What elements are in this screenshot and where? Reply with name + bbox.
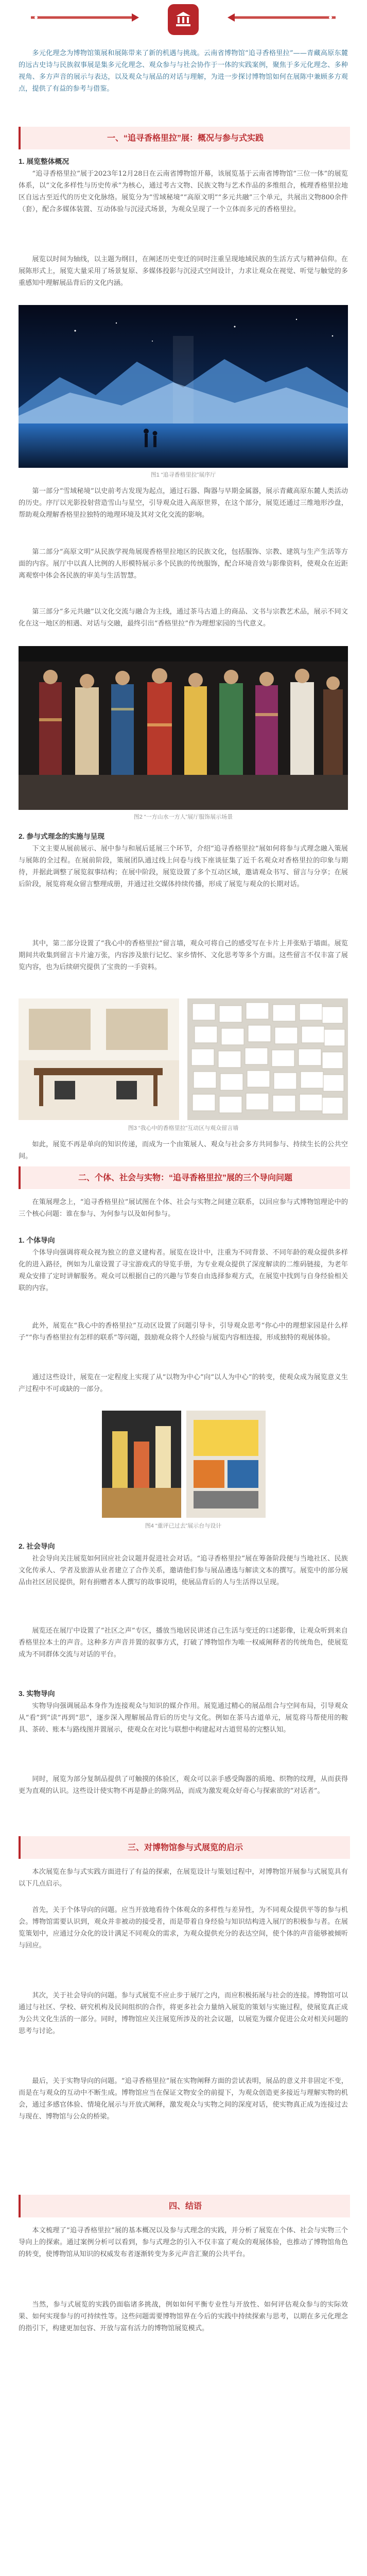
section-1-title: 一、“追寻香格里拉”展：概况与参与式实践 — [107, 134, 264, 143]
figure-4-caption: 图4 “重评已过去”展示台与设计 — [145, 1523, 222, 1529]
section-3-paragraph-1: 本次展览在参与式实践方面进行了有益的探索，在展览设计与策划过程中，对博物馆开展参与式展览具有以下几点启示。 — [19, 1868, 348, 1888]
section-3-paragraph-2: 首先，关于个体导向的问题。应当开放地看待个体观众的多样性与差异性，为不同观众提供平等的参与机会。博物馆需要认识到，观众并非被动的接受者，而是带着自身经验与知识结构进入展厅的积极参与者。在展览策划中，应通过分众化的设计满足不同观众的需求，为观众提供充分的表达空间，使个体的声音能够被倾听与回应。 — [19, 1906, 348, 1950]
figure-3-caption: 图3 “我心中的香格里拉”互动区与观众留言墙 — [128, 1125, 239, 1131]
section-2-paragraph-1: 在策展理念上，“追寻香格里拉”展试图在个体、社会与实物之间建立联系，以回应参与式博物馆理论中的三个核心问题：谁在参与、为何参与以及如何参与。 — [19, 1198, 348, 1218]
section-2-paragraph-3: 此外，展览在“我心中的香格里拉”互动区设置了问题引导卡，引导观众思考“你心中的理想家园是什么样子”“你与香格里拉有怎样的联系”等问题，鼓励观众将个人经验与展览内容相连接，形成独特的观展体验。 — [19, 1322, 348, 1342]
section-4-title: 四、结语 — [168, 2202, 202, 2211]
section-1-paragraph-3: 第一部分“雪域秘境”以史前考古发现为起点，通过石器、陶器与早期金属器，展示青藏高原东麓人类活动的历史。序厅以光影投射营造雪山与星空，引导观众进入高原世界，在这个部分，展览还通过三维地形沙盘，帮助观众理解香格里拉独特的地理环境及其对文化交流的影响。 — [19, 487, 348, 519]
section-1-banner — [19, 127, 350, 149]
section-4-paragraph-1: 本文梳理了“追寻香格里拉”展的基本概况以及参与式理念的实践，并分析了展览在个体、社会与实物三个导向上的探索。通过案例分析可以看到，参与式理念的引入不仅丰富了观众的观展体验，也推动了博物馆角色的转变，使博物馆从知识的权威发布者逐渐转变为多元声音汇聚的公共平台。 — [19, 2227, 348, 2258]
section-1-paragraph-1: “追寻香格里拉”展于2023年12月28日在云南省博物馆开幕，该展览基于云南省博物馆“三位一体”的展览体系，以“文化多样性与历史传承”为核心，通过考古文物、民族文物与艺术作品的多维组合，梳理香格里拉地区自远古至近代的历史文化脉络。展览分为“雪域秘境”“高原文明”“多元共融”三个单元，共展出文物800余件（套），配合多媒体装置、互动体验与沉浸式场景，为观众呈现了一个立体而多元的香格里拉。 — [19, 170, 348, 213]
intro-paragraph: 多元化理念为博物馆策展和展陈带来了新的机遇与挑战。云南省博物馆“追寻香格里拉”——青藏高原东麓的远古史诗与民族叙事展是集多元化理念、观众参与与社会协作于一体的实践案例，聚焦于多元化理念、多种视角、多方声音的展示与表达，以及观众与展品的对话与理解，为进一步探讨博物馆如何在展陈中兼顾多方观点，提供了有益的参考与借鉴。 — [19, 49, 348, 93]
section-2-paragraph-5: 社会导向关注展览如何回应社会议题并促进社会对话。“追寻香格里拉”展在筹备阶段便与当地社区、民族文化传承人、学者及旅游从业者建立了合作关系，邀请他们参与展品遴选与解读文本的撰写。展览中的部分展品由社区居民提供，附有捐赠者本人撰写的故事说明，使展品背后的人与生活得以呈现。 — [19, 1555, 348, 1586]
section-3-title: 三、对博物馆参与式展览的启示 — [127, 1843, 243, 1852]
section-1-paragraph-8: 如此，展览不再是单向的知识传递，而成为一个由策展人、观众与社会多方共同参与、持续生长的公共空间。 — [19, 1141, 348, 1160]
brand-logo — [168, 4, 199, 35]
section-1-sub-1: 1. 展览整体概况 — [19, 158, 69, 165]
costume-display-photo — [19, 646, 348, 810]
figure-1-caption: 图1 “追寻香格里拉”展序厅 — [150, 472, 216, 478]
section-2-sub-2: 2. 社会导向 — [19, 1543, 55, 1550]
section-2-paragraph-2: 个体导向强调将观众视为独立的意义建构者。展览在设计中，注重为不同背景、不同年龄的观众提供多样化的进入路径，例如为儿童设置了寻宝游戏式的导览手册，为专业观众提供了深度解读的二维码链接，为老年观众安排了定时讲解服务。观众可以根据自己的兴趣与节奏自由选择参观方式，在展览中找到与自身经验相关联的内容。 — [19, 1249, 348, 1292]
section-2-paragraph-7: 实物导向强调展品本身作为连接观众与知识的媒介作用。展览通过精心的展品组合与空间布局，引导观众从“看”到“读”再到“思”，逐步深入理解展品背后的历史与文化。例如在茶马古道单元，展览将马帮使用的鞍具、茶砖、账本与路线图并置展示，使观众在对比与联想中构建起对古道贸易的完整认知。 — [19, 1702, 348, 1734]
section-1-paragraph-5: 第三部分“多元共融”以文化交流与融合为主线，通过茶马古道上的商品、文书与宗教艺术品，展示不同文化在这一地区的相遇、对话与交融，最终引出“香格里拉”作为理想家园的当代意义。 — [19, 608, 348, 628]
section-2-sub-1: 1. 个体导向 — [19, 1236, 55, 1244]
section-3-banner — [19, 1836, 350, 1859]
section-1-paragraph-4: 第二部分“高原文明”从民族学视角展现香格里拉地区的民族文化，包括服饰、宗教、建筑与生产生活等方面的内容。展厅中以真人比例的人形模特展示多个民族的传统服饰，配合环境音效与影像资料，使观众在近距离观察中体会各民族的审美与生活智慧。 — [19, 548, 348, 580]
section-2-paragraph-4: 通过这些设计，展览在一定程度上实现了从“以物为中心”向“以人为中心”的转变，使观众成为展览意义生产过程中不可或缺的一部分。 — [19, 1374, 348, 1393]
display-stand-photo-right — [186, 1411, 266, 1518]
section-1-sub-2: 2. 参与式理念的实施与呈现 — [19, 833, 105, 840]
section-2-paragraph-6: 展览还在展厅中设置了“社区之声”专区，播放当地居民讲述自己生活与变迁的口述影像，让观众听到来自香格里拉本土的声音。这种多方声音并置的叙事方式，打破了博物馆作为唯一权威阐释者的传统角色，使展览成为不同群体交流与对话的平台。 — [19, 1627, 348, 1658]
display-stand-photo-left — [102, 1411, 181, 1518]
section-1-paragraph-2: 展览以时间为轴线，以主题为纲目，在阐述历史变迁的同时注重呈现地域民族的生活方式与精神信仰。在展陈形式上，展览大量采用了场景复原、多媒体投影与沉浸式空间设计，力求让观众在视觉、听觉与触觉的多重感知中理解展品背后的文化内涵。 — [19, 256, 348, 287]
section-4-paragraph-2: 当然，参与式展览的实践仍面临诸多挑战，例如如何平衡专业性与开放性、如何评估观众参与的实际效果、如何实现参与的可持续性等。这些问题需要博物馆界在今后的实践中持续探索与思考，以期在多元化理念的指引下，构建更加包容、开放与富有活力的博物馆展览模式。 — [19, 2301, 348, 2332]
section-2-paragraph-8: 同时，展览为部分复制品提供了可触摸的体验区，观众可以亲手感受陶器的质地、织物的纹理，从而获得更为直观的认识。这些设计使实物不再是静止的陈列品，而成为激发观众好奇心与探索欲的“对话者”。 — [19, 1775, 348, 1795]
right-ribbon-decoration — [228, 11, 336, 24]
section-3-paragraph-3: 其次，关于社会导向的问题。参与式展览不应止步于展厅之内，而应积极拓展与社会的连接。博物馆可以通过与社区、学校、研究机构及民间组织的合作，将更多社会力量纳入展览的策划与实施过程，使展览真正成为公共文化生活的一部分。同时，博物馆应关注展览所涉及的社会议题，以展览为媒介促进公众对相关问题的思考与讨论。 — [19, 1992, 348, 2035]
section-4-banner — [19, 2195, 350, 2217]
exhibition-hall-photo — [19, 305, 348, 468]
museum-icon — [175, 11, 191, 27]
header-ornament — [0, 0, 367, 45]
message-wall-photo — [187, 998, 348, 1120]
section-2-sub-3: 3. 实物导向 — [19, 1690, 55, 1698]
section-3-paragraph-4: 最后，关于实物导向的问题。“追寻香格里拉”展在实物阐释方面的尝试表明，展品的意义并非固定不变，而是在与观众的互动中不断生成。博物馆应当在保证文物安全的前提下，为观众创造更多接近与理解实物的机会，通过多感官体验、情境化展示与开放式阐释，激发观众与实物之间的深度对话，使实物真正成为连接过去与现在、博物馆与公众的桥梁。 — [19, 2077, 348, 2121]
section-2-title: 二、个体、社会与实物：“追寻香格里拉”展的三个导向问题 — [78, 1174, 292, 1182]
section-1-paragraph-7: 其中，第二部分设置了“我心中的香格里拉”留言墙，观众可将自己的感受写在卡片上并张贴于墙面。展览期间共收集到留言卡片逾万张，内容涉及旅行记忆、家乡情怀、文化思考等多个方面。这些留言不仅丰富了展览内容，也为后续研究提供了宝贵的一手资料。 — [19, 940, 348, 971]
left-ribbon-decoration — [31, 11, 139, 24]
section-1-paragraph-6: 下文主要从展前展示、展中参与和展后延展三个环节，介绍“追寻香格里拉”展如何将参与式理念融入策展与展陈的全过程。在展前阶段，策展团队通过线上问卷与线下座谈征集了近千名观众对香格里拉的印象与期待，并据此调整了展览叙事结构；在展中阶段，展览设置了多个互动区域，邀请观众书写、留言与分享；在展后阶段，展览将观众留言整理成册，并通过社交媒体持续传播，形成了展览与观众的长期对话。 — [19, 845, 348, 888]
figure-2-caption: 图2 “一方山水一方人”展厅服饰展示场景 — [133, 814, 233, 820]
section-2-banner — [19, 1166, 350, 1189]
interactive-area-photo — [19, 998, 179, 1120]
